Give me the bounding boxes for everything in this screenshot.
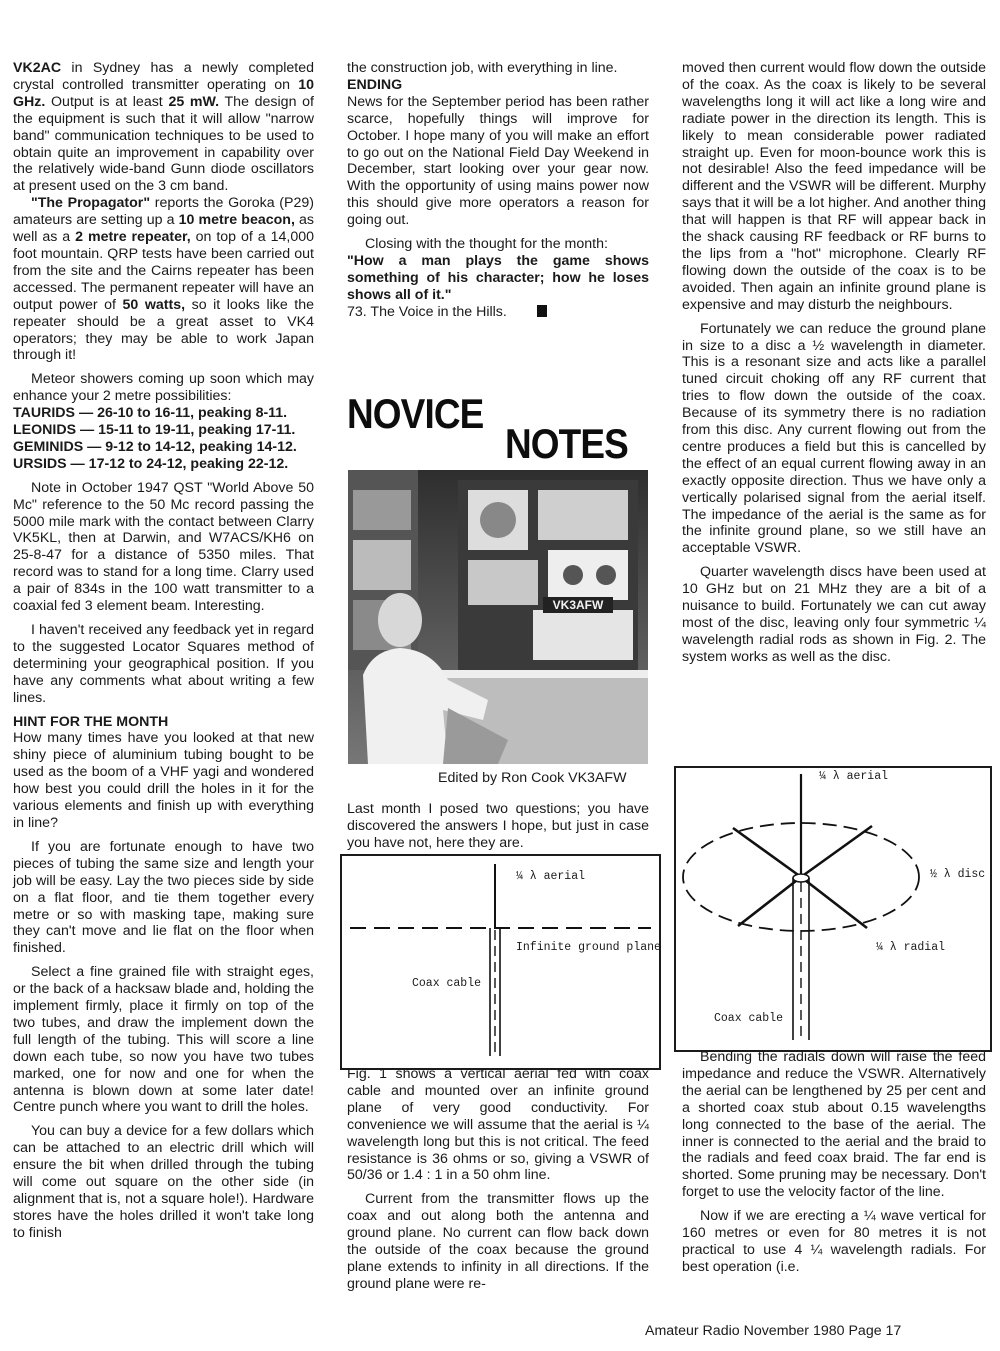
- paragraph-disc: Fortunately we can reduce the ground plane in size to a disc a ½ wavelength in diameter. This is a resonant size and acts like a parallel tuned circuit choking off any RF current that tries to flow down the outside of the coax. Because of its symmetry there is no radiation from this disc. Any current flowing out from the centre produces a field but this is cancelled by the effect of an equal current flowing away in an exactly opposite direction. Thus we have only a vertically polarised signal from the aerial itself. The impedance of the aerial is the same as for the infinite ground plane, so we still have an acceptable VSWR.: [682, 320, 986, 557]
- end-square-icon: [537, 305, 547, 317]
- fig2-radial-label: ¼ λ radial: [876, 941, 946, 954]
- paragraph-locator: I haven't received any feedback yet in regard to the suggested Locator Squares method of determining your geographical position. If you have any comments what about writing a few lines.: [13, 622, 314, 706]
- page-footer: Amateur Radio November 1980 Page 17: [645, 1323, 902, 1339]
- paragraph-news: News for the September period has been rather scarce, hopefully things will improve for October. I hope many of you will make an effort to go out on the National Field Day Weekend in December, start looking over your gear now. With the opportunity of using mains power now this should give more operators a reason for going out.: [347, 93, 649, 229]
- paragraph-fig1: Fig. 1 shows a vertical aerial fed with coax cable and mounted over an infinite ground plane of very good conductivity. For convenience we will assume that the aerial is ¼ wavelength long but this is not critical. The feed resistance is 36 ohms or so, giving a VSWR of 50/36 or 1.4 : 1 in a 50 ohm line.: [347, 1066, 649, 1184]
- column-2: [347, 60, 649, 321]
- fig2-aerial-label: ¼ λ aerial: [819, 770, 889, 783]
- paragraph-hint-3: Select a fine grained file with straight eges, or the back of a hacksaw blade and, holding the implement firmly, place it firmly on top of the two tubes, and draw the implement down the full length of the tubing. This will score a line down each tube, so now you have two tubes marked, one for now and one for when the antenna is blown down at some later date! Centre punch where you want to drill the holes.: [13, 964, 314, 1116]
- paragraph-quarter: Quarter wavelength discs have been used at 10 GHz but on 21 MHz they are a bit of a nuisance to build. Fortunately we can cut away most of the disc, leaving only four symmetric ¼ wavelength radial rods as shown in Fig. 2. The system works as well as the disc.: [682, 564, 986, 665]
- paragraph-current: Current from the transmitter flows up the coax and out along both the antenna and ground plane. No current can flow back down the outside of the coax because the ground plane extends to infinity in all directions. If the ground plane were re-: [347, 1191, 649, 1292]
- heading-hint: HINT FOR THE MONTH: [13, 713, 169, 730]
- figure-1-drawing: [342, 856, 659, 1068]
- fig2-coax-label: Coax cable: [714, 1012, 784, 1025]
- paragraph-meteor: Meteor showers coming up soon which may enhance your 2 metre possibilities:: [13, 371, 314, 405]
- paragraph-hint-1: How many times have you looked at that new shiny piece of aluminium tubing bought to be used as the boom of a VHF yagi and wondered how best you could drill the holes in it for the various elements and finish up with everything in line?: [13, 730, 314, 831]
- paragraph-propagator: "The Propagator" reports the Goroka (P29) amateurs are setting up a 10 metre beacon, as well as a 2 metre repeater, on top of a 14,000 foot mountain. QRP tests have been carried out from the site and the Cairns repeater has been accessed. The permanent repeater will have an output power of 50 watts, so it looks like the repeater should be a great asset to VK4 operators; they may be able to work Japan through it!: [13, 195, 314, 364]
- column-2-lower: [347, 1066, 649, 1293]
- fig1-coax-label: Coax cable: [412, 977, 482, 990]
- paragraph-vk2ac: VK2AC in Sydney has a newly completed crystal controlled transmitter operating on 10 GHz. Output is at least 25 mW. The design of the equipment is such that it will allow "narrow band" communication techniques to be used to obtain quite an improvement in capability over the relatively wide-band Gunn diode oscillators at present used on the 3 cm band.: [13, 60, 314, 195]
- paragraph-hint-4: You can buy a device for a few dollars which can be attached to an electric drill which will ensure the bit when drilled through the tubing will come out square on the other side (in alignment that is, not a square hole!). Hardware stores have the holes drilled it won't take long to finish: [13, 1123, 314, 1241]
- title-novice: NOVICE: [347, 390, 484, 437]
- column-2-intro: [347, 801, 649, 852]
- title-notes: NOTES: [505, 420, 628, 467]
- heading-ending: ENDING: [347, 76, 403, 93]
- shower-leonids: LEONIDS — 15-11 to 19-11, peaking 17-11.: [13, 422, 296, 439]
- figure-2: [674, 766, 992, 1052]
- column-1: [13, 60, 314, 1242]
- callsign-sign: VK3AFW: [552, 598, 604, 612]
- photo-operator: [348, 470, 648, 764]
- paragraph-qst-note: Note in October 1947 QST "World Above 50 Mc" reference to the 50 Mc record passing the 5000 mile mark with the contact between Clarry VK5KL, then at Darwin, and W7ACS/KH6 on 25-8-47 for a distance of 5350 miles. That record was to stand for a long time. Clarry used a pair of 834s in the 100 watt transmitter to a coaxial fed 3 element beam. Interesting.: [13, 479, 314, 615]
- paragraph-construction: the construction job, with everything in line.: [347, 60, 618, 76]
- fig2-disc-label: ½ λ disc: [930, 868, 986, 881]
- signoff: 73. The Voice in the Hills.: [347, 304, 649, 321]
- paragraph-moved: moved then current would flow down the outside of the coax. As the coax is likely to be several wavelengths long it will act like a long wire and radiate power in the direction its length. This is likely to mean considerable power radiated straight up. Even for moon-bounce work this is not desirable! Also the feed impedance will be different and the VSWR will be different. Murphy says that it will be a lot higher. And another thing that will happen is that RF will appear back in the shack causing RF feedback or RF burns to the lips from a "hot" microphone. Clearly RF flowing down the outside of the coax is to be avoided. Then again an infinite ground plane is expensive and may disturb the neighbours.: [682, 60, 986, 313]
- paragraph-bending: Bending the radials down will raise the feed impedance and reduce the VSWR. Alternatively the aerial can be lengthened by 25 per cent and a shorted coax stub about 0.15 wavelengths long connected to the base of the aerial. The inner is connected to the aerial and the braid to the radials and feed coax braid. The far end is shorted. Some pruning may be necessary. Don't forget to use the velocity factor of the line.: [682, 1049, 986, 1201]
- fig1-ground-label: Infinite ground plane: [516, 941, 661, 954]
- fig1-aerial-label: ¼ λ aerial: [516, 870, 586, 883]
- quote-thought: "How a man plays the game shows something of his character; how he loses shows all of it.": [347, 252, 649, 303]
- shower-geminids: GEMINIDS — 9-12 to 14-12, peaking 14-12.: [13, 438, 297, 455]
- shower-ursids: URSIDS — 17-12 to 24-12, peaking 22-12.: [13, 455, 289, 472]
- shower-taurids: TAURIDS — 26-10 to 16-11, peaking 8-11.: [13, 405, 288, 422]
- editor-credit: Edited by Ron Cook VK3AFW: [438, 770, 627, 786]
- paragraph-erecting: Now if we are erecting a ¼ wave vertical for 160 metres or even for 80 metres it is not practical to use 4 ¼ wavelength radials. For best operation (i.e.: [682, 1208, 986, 1275]
- column-3-lower: [682, 1049, 986, 1276]
- paragraph-last-month: Last month I posed two questions; you have discovered the answers I hope, but just in case you have not, here they are.: [347, 801, 649, 851]
- figure-1: [340, 854, 661, 1070]
- figure-2-drawing: [676, 768, 990, 1050]
- paragraph-hint-2: If you are fortunate enough to have two pieces of tubing the same size and length your job will be easy. Lay the two pieces side by side on a flat floor, and tie them together every metre or so with masking tape, making sure they can't move and lie flat on the floor when finished.: [13, 838, 314, 957]
- column-3: [682, 60, 986, 666]
- paragraph-closing: Closing with the thought for the month:: [365, 236, 608, 253]
